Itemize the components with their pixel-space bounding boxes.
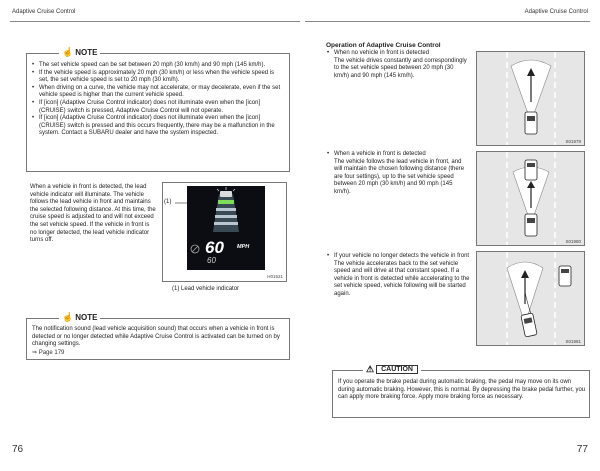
caution-text: If you operate the brake pedal during automatic braking, the pedal may move on its own during automatic braking. However, this is normal. By depressing the brake pedal further, you can apply more braking force. Apply more braking force as necessary. [338, 379, 586, 401]
note-1-item: • If [icon] (Adaptive Cruise Control indicator) does not illuminate even when the [icon] (CRUISE) switch is pressed and this occurs frequently, there may be a malfunction in the system. Contact a SUBARU dealer and have the system inspected. [31, 115, 285, 138]
item-3-text: The vehicle accelerates back to the set vehicle speed and will drive at that constant speed. If a vehicle in front is detected while accelerating to the set vehicle speed, vehicle following will be started again. [334, 260, 470, 297]
figure-vehicle-detected [476, 151, 585, 246]
lead-vehicle-indicator-icon [187, 186, 265, 270]
figure-no-vehicle [476, 51, 585, 146]
note-1-label: NOTE [75, 48, 98, 57]
operation-item-2 [326, 151, 470, 197]
figure-id: S01979 [565, 139, 581, 144]
left-page-header: Adaptive Cruise Control [12, 9, 76, 15]
figure-callout: (1) [164, 199, 172, 205]
item-3-title: • If your vehicle no longer detects the vehicle in front [326, 253, 470, 261]
caution-label: CAUTION [376, 365, 418, 374]
left-header-rule [10, 21, 300, 22]
operation-item-1 [326, 50, 470, 80]
operation-item-3 [326, 253, 470, 299]
note-1-item: • If [icon] (Adaptive Cruise Control indicator) does not illuminate even when the [icon] (CRUISE) switch is pressed, Adaptive Cruise Control will not operate. [31, 100, 285, 115]
section-title: Operation of Adaptive Cruise Control [326, 42, 441, 49]
lead-vehicle-body-text: When a vehicle in front is detected, the lead vehicle indicator will illuminate. The vehicle follows the lead vehicle in front and maintains the selected following distance. At this time, the cruise speed is adjusted to and will not exceed the set vehicle speed. If the vehicle in front is no longer detected, the lead vehicle indicator turns off. [30, 184, 156, 244]
hand-icon: ☝ [62, 312, 74, 322]
note-box-2 [26, 312, 290, 360]
caution-tag [363, 364, 421, 375]
figure-id: S01980 [565, 239, 581, 244]
no-vehicle-diagram [477, 52, 584, 145]
right-page-header: Adaptive Cruise Control [524, 9, 588, 15]
right-header-rule [305, 21, 590, 22]
warning-triangle-icon: ⚠ [366, 364, 375, 374]
note-2-label: NOTE [75, 313, 98, 322]
note-box-1 [26, 47, 290, 172]
item-2-title: • When a vehicle in front is detected [326, 151, 470, 159]
hand-icon: ☝ [62, 47, 74, 57]
speed-unit: MPH [237, 244, 250, 250]
page-reference-link[interactable]: ⇒ Page 179 [32, 350, 65, 356]
right-page-number: 77 [576, 444, 588, 455]
note-2-text: The notification sound (lead vehicle acquisition sound) that occurs when a vehicle in front is detected or no longer detected while Adaptive Cruise Control is activated can be turned on by changing settings. [32, 326, 280, 348]
note-1-item: • The set vehicle speed can be set between 20 mph (30 km/h) and 90 mph (145 km/h). [31, 62, 285, 70]
caution-box [332, 364, 590, 418]
vehicle-lost-diagram [477, 252, 584, 345]
note-1-item: • If the vehicle speed is approximately 20 mph (30 km/h) or less when the vehicle speed is set, the set vehicle speed is set to 20 mph (30 km/h). [31, 70, 285, 85]
dashboard-figure [162, 182, 287, 282]
note-1-tag [59, 47, 100, 58]
note-1-item: • When driving on a curve, the vehicle may not accelerate, or may decelerate, even if the set vehicle speed is higher than the current vehicle speed. [31, 85, 285, 100]
figure-vehicle-lost [476, 251, 585, 346]
vehicle-detected-diagram [477, 152, 584, 245]
figure-caption: (1) Lead vehicle indicator [172, 286, 240, 292]
left-page-number: 76 [12, 444, 24, 455]
figure-id: S01981 [565, 339, 581, 344]
callout-line [175, 201, 187, 205]
speed-readout: 60 [205, 238, 224, 257]
display-panel [187, 186, 265, 270]
set-speed-readout: 60 [207, 256, 216, 265]
item-1-text: The vehicle drives constantly and correspondingly to the set vehicle speed between 20 mph (30 km/h) and 90 mph (145 km/h). [334, 57, 467, 79]
note-2-tag [59, 312, 100, 323]
figure-id: H01521 [267, 274, 283, 279]
item-2-text: The vehicle follows the lead vehicle in front, and will maintain the chosen following distance (there are four settings), up to the set vehicle speed between 20 mph (30 km/h) and 90 mph (145 km/h). [334, 158, 465, 195]
item-1-title: • When no vehicle in front is detected [326, 50, 470, 58]
